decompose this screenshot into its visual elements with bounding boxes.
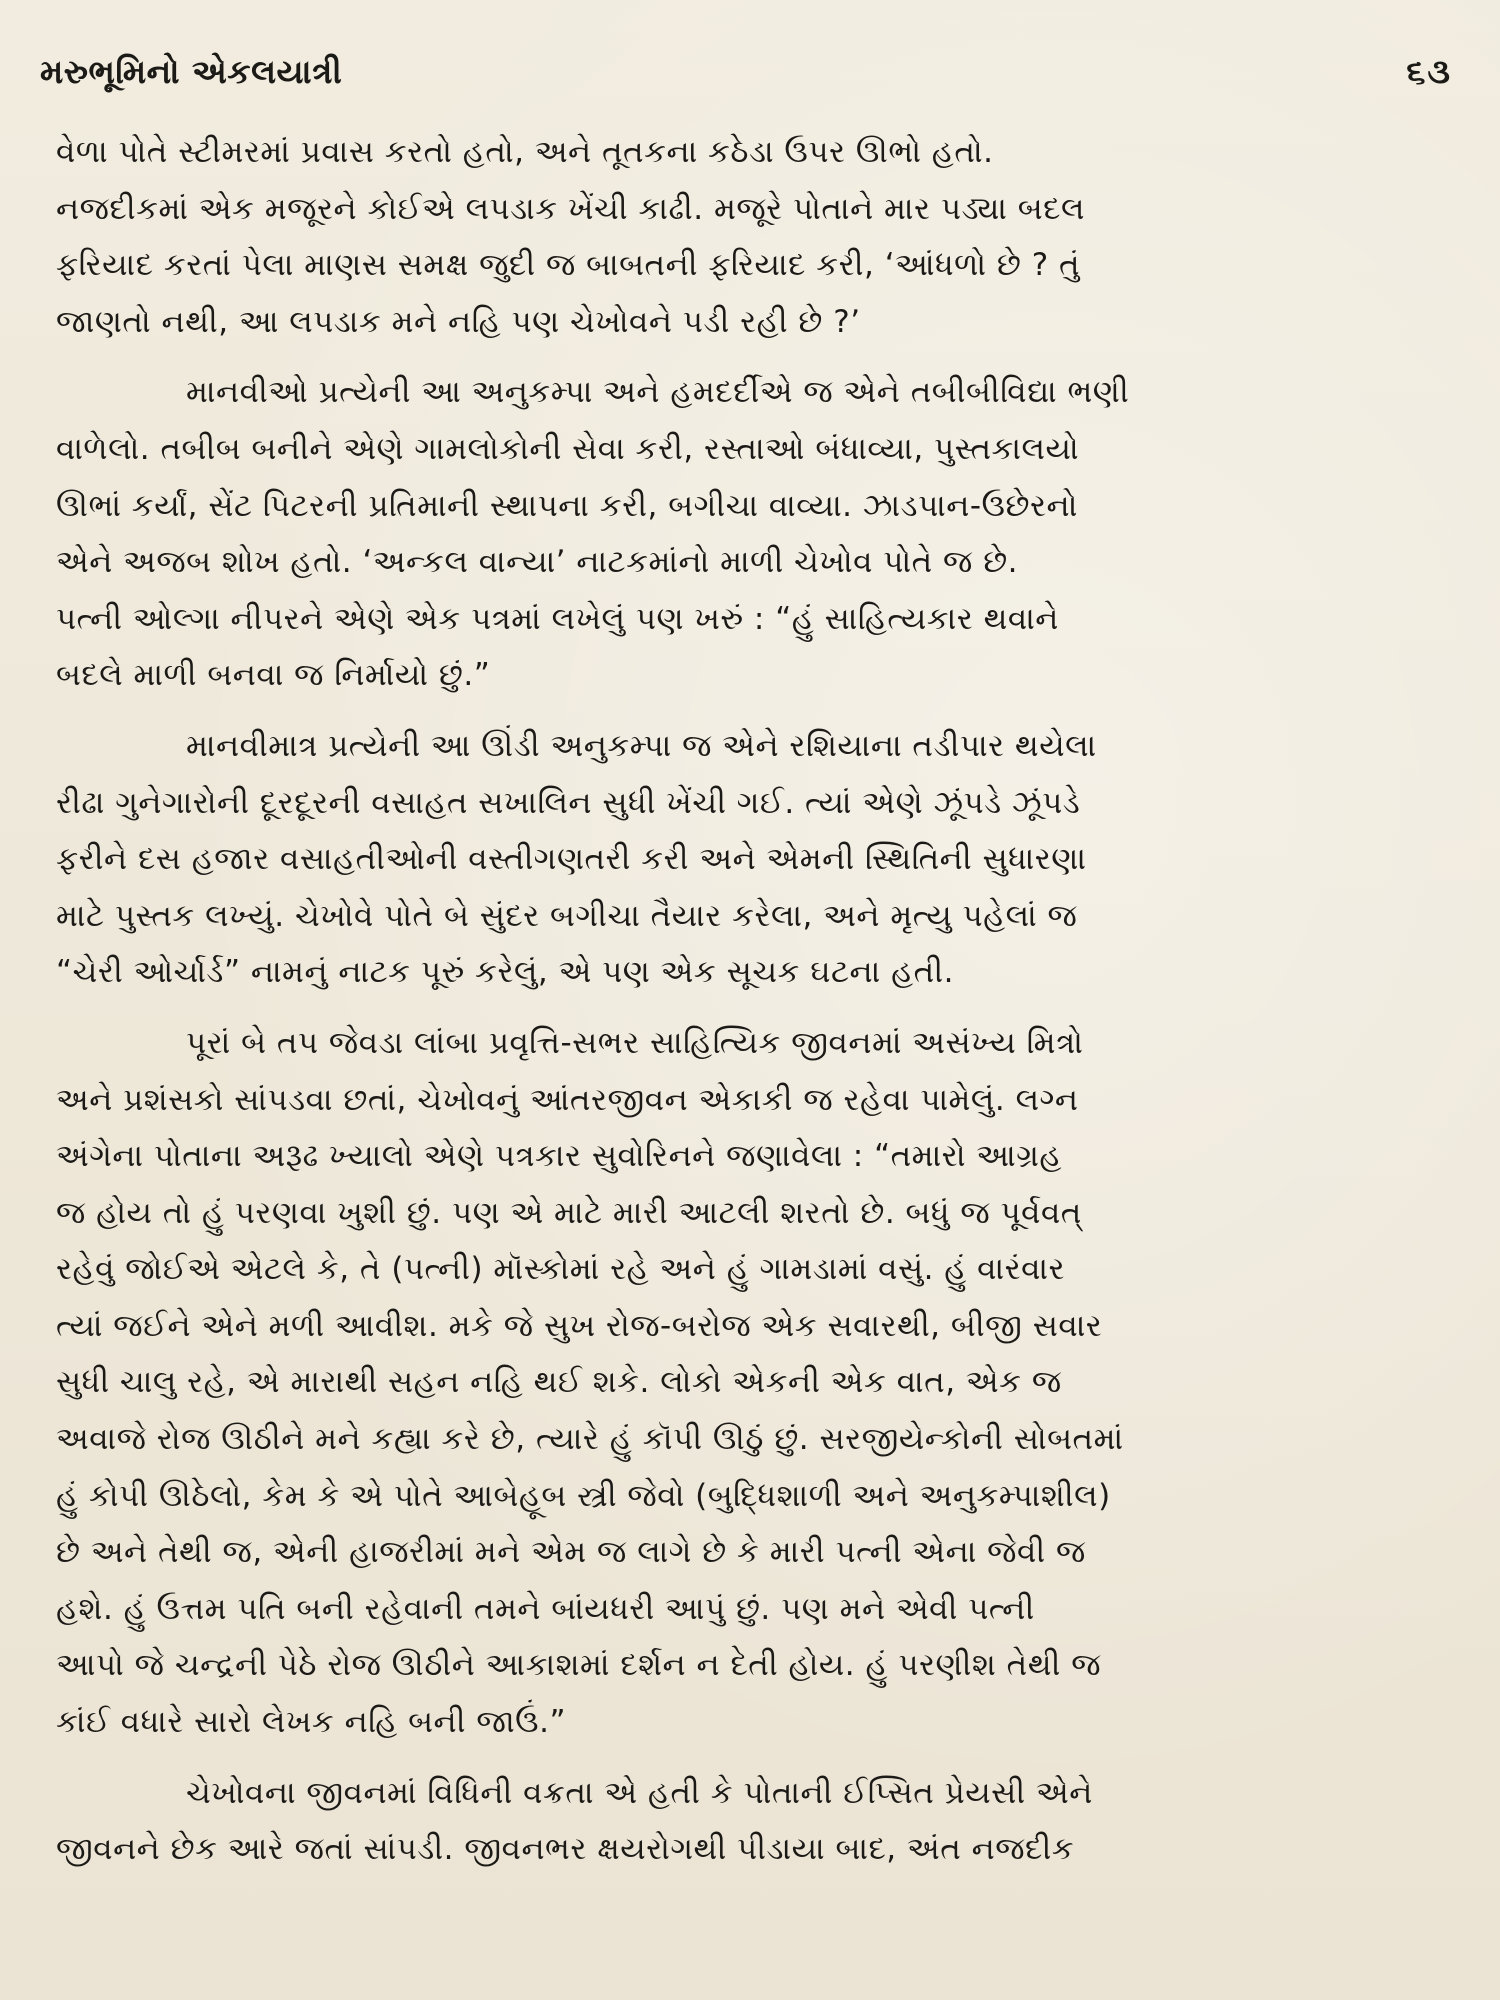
text-line: હશે. હું ઉત્તમ પતિ બની રહેવાની તમને બાંયધરી આપું છું. પણ મને એવી પત્ની <box>56 1590 1035 1627</box>
text-line: ત્યાં જઈને એને મળી આવીશ. મકે જે સુખ રોજ-બરોજ એક સવારથી, બીજી સવાર <box>56 1307 1103 1344</box>
body-text <box>56 124 1452 1878</box>
text-line: અવાજે રોજ ઊઠીને મને કહ્યા કરે છે, ત્યારે હું કૉપી ઊઠું છું. સરજીયેન્કોની સોબતમાં <box>56 1421 1124 1458</box>
text-line: વેળા પોતે સ્ટીમરમાં પ્રવાસ કરતો હતો, અને તૂતકના કઠેડા ઉપર ઊભો હતો. <box>56 134 994 170</box>
text-line: બદલે માળી બનવા જ નિર્માયો છું.” <box>56 657 491 694</box>
text-line: જ હોય તો હું પરણવા ખુશી છું. પણ એ માટે મારી આટલી શરતો છે. બધું જ પૂર્વવત્ <box>56 1194 1082 1231</box>
text-line: રહેવું જોઈએ એટલે કે, તે (પત્ની) મૉસ્કોમાં રહે અને હું ગામડામાં વસું. હું વારંવાર <box>56 1251 1066 1288</box>
text-line: રીઢા ગુનેગારોની દૂરદૂરની વસાહત સખાલિન સુધી ખેંચી ગઈ. ત્યાં એણે ઝૂંપડે ઝૂંપડે <box>56 784 1081 821</box>
running-header <box>40 52 1460 102</box>
paragraph-5 <box>56 1765 1452 1878</box>
paragraph-4 <box>56 1015 1452 1751</box>
text-line: જીવનને છેક આરે જતાં સાંપડી. જીવનભર ક્ષયરોગથી પીડાયા બાદ, અંત નજદીક <box>56 1831 1075 1868</box>
text-line: જાણતો નથી, આ લપડાક મને નહિ પણ ચેખોવને પડી રહી છે ?’ <box>56 303 861 340</box>
text-line: નજદીકમાં એક મજૂરને કોઈએ લપડાક ખેંચી કાઢી. મજૂરે પોતાને માર પડ્યા બદલ <box>56 190 1085 227</box>
text-line: ફરિયાદ કરતાં પેલા માણસ સમક્ષ જુદી જ બાબતની ફરિયાદ કરી, ‘આંધળો છે ? તું <box>56 247 1081 284</box>
text-line: ચેખોવના જીવનમાં વિધિની વક્રતા એ હતી કે પોતાની ઈપ્સિત પ્રેયસી એને <box>186 1774 1093 1811</box>
book-title: મરુભૂમિનો એકલયાત્રી <box>40 52 343 91</box>
paragraph-2 <box>56 364 1452 704</box>
text-line: હું કોપી ઊઠેલો, કેમ કે એ પોતે આબેહૂબ સ્ત્રી જેવો (બુદ્ધિશાળી અને અનુકમ્પાશીલ) <box>56 1477 1111 1514</box>
text-line: ફરીને દસ હજાર વસાહતીઓની વસ્તીગણતરી કરી અને એમની સ્થિતિની સુધારણા <box>56 841 1087 878</box>
text-line: માનવીમાત્ર પ્રત્યેની આ ઊંડી અનુકમ્પા જ એને રશિયાના તડીપાર થયેલા <box>186 727 1097 764</box>
text-line: અને પ્રશંસકો સાંપડવા છતાં, ચેખોવનું આંતરજીવન એકાકી જ રહેવા પામેલું. લગ્ન <box>56 1081 1079 1118</box>
text-line: આપો જે ચન્દ્રની પેઠે રોજ ઊઠીને આકાશમાં દર્શન ન દેતી હોય. હું પરણીશ તેથી જ <box>56 1647 1102 1684</box>
text-line: સુધી ચાલુ રહે, એ મારાથી સહન નહિ થઈ શકે. લોકો એકની એક વાત, એક જ <box>56 1364 1062 1401</box>
text-line: પત્ની ઓલ્ગા નીપરને એણે એક પત્રમાં લખેલું પણ ખરું : “હું સાહિત્યકાર થવાને <box>56 600 1059 637</box>
text-line: વાળેલો. તબીબ બનીને એણે ગામલોકોની સેવા કરી, રસ્તાઓ બંધાવ્યા, પુસ્તકાલયો <box>56 430 1080 467</box>
text-line: “ચેરી ઓર્ચાર્ડ” નામનું નાટક પૂરું કરેલું, એ પણ એક સૂચક ઘટના હતી. <box>56 954 954 991</box>
text-line: કાંઈ વધારે સારો લેખક નહિ બની જાઉં.” <box>56 1704 567 1741</box>
text-line: ઊભાં કર્યાં, સેંટ પિટરની પ્રતિમાની સ્થાપના કરી, બગીચા વાવ્યા. ઝાડપાન-ઉછેરનો <box>56 487 1078 524</box>
text-line: પૂરાં બે તપ જેવડા લાંબા પ્રવૃત્તિ-સભર સાહિત્યિક જીવનમાં અસંખ્ય મિત્રો <box>186 1024 1084 1061</box>
text-line: અંગેના પોતાના અરૂઢ ખ્યાલો એણે પત્રકાર સુવોરિનને જણાવેલા : “તમારો આગ્રહ <box>56 1138 1062 1175</box>
text-line: એને અજબ શોખ હતો. ‘અન્કલ વાન્યા’ નાટકમાંનો માળી ચેખોવ પોતે જ છે. <box>56 544 1019 581</box>
paragraph-1 <box>56 124 1452 350</box>
page-number: ૬૩ <box>1406 52 1452 92</box>
text-line: છે અને તેથી જ, એની હાજરીમાં મને એમ જ લાગે છે કે મારી પત્ની એના જેવી જ <box>56 1534 1086 1571</box>
paragraph-3 <box>56 718 1452 1001</box>
text-line: માનવીઓ પ્રત્યેની આ અનુકમ્પા અને હમદર્દીએ જ એને તબીબીવિદ્યા ભણી <box>186 374 1130 411</box>
text-line: માટે પુસ્તક લખ્યું. ચેખોવે પોતે બે સુંદર બગીચા તૈયાર કરેલા, અને મૃત્યુ પહેલાં જ <box>56 897 1078 934</box>
